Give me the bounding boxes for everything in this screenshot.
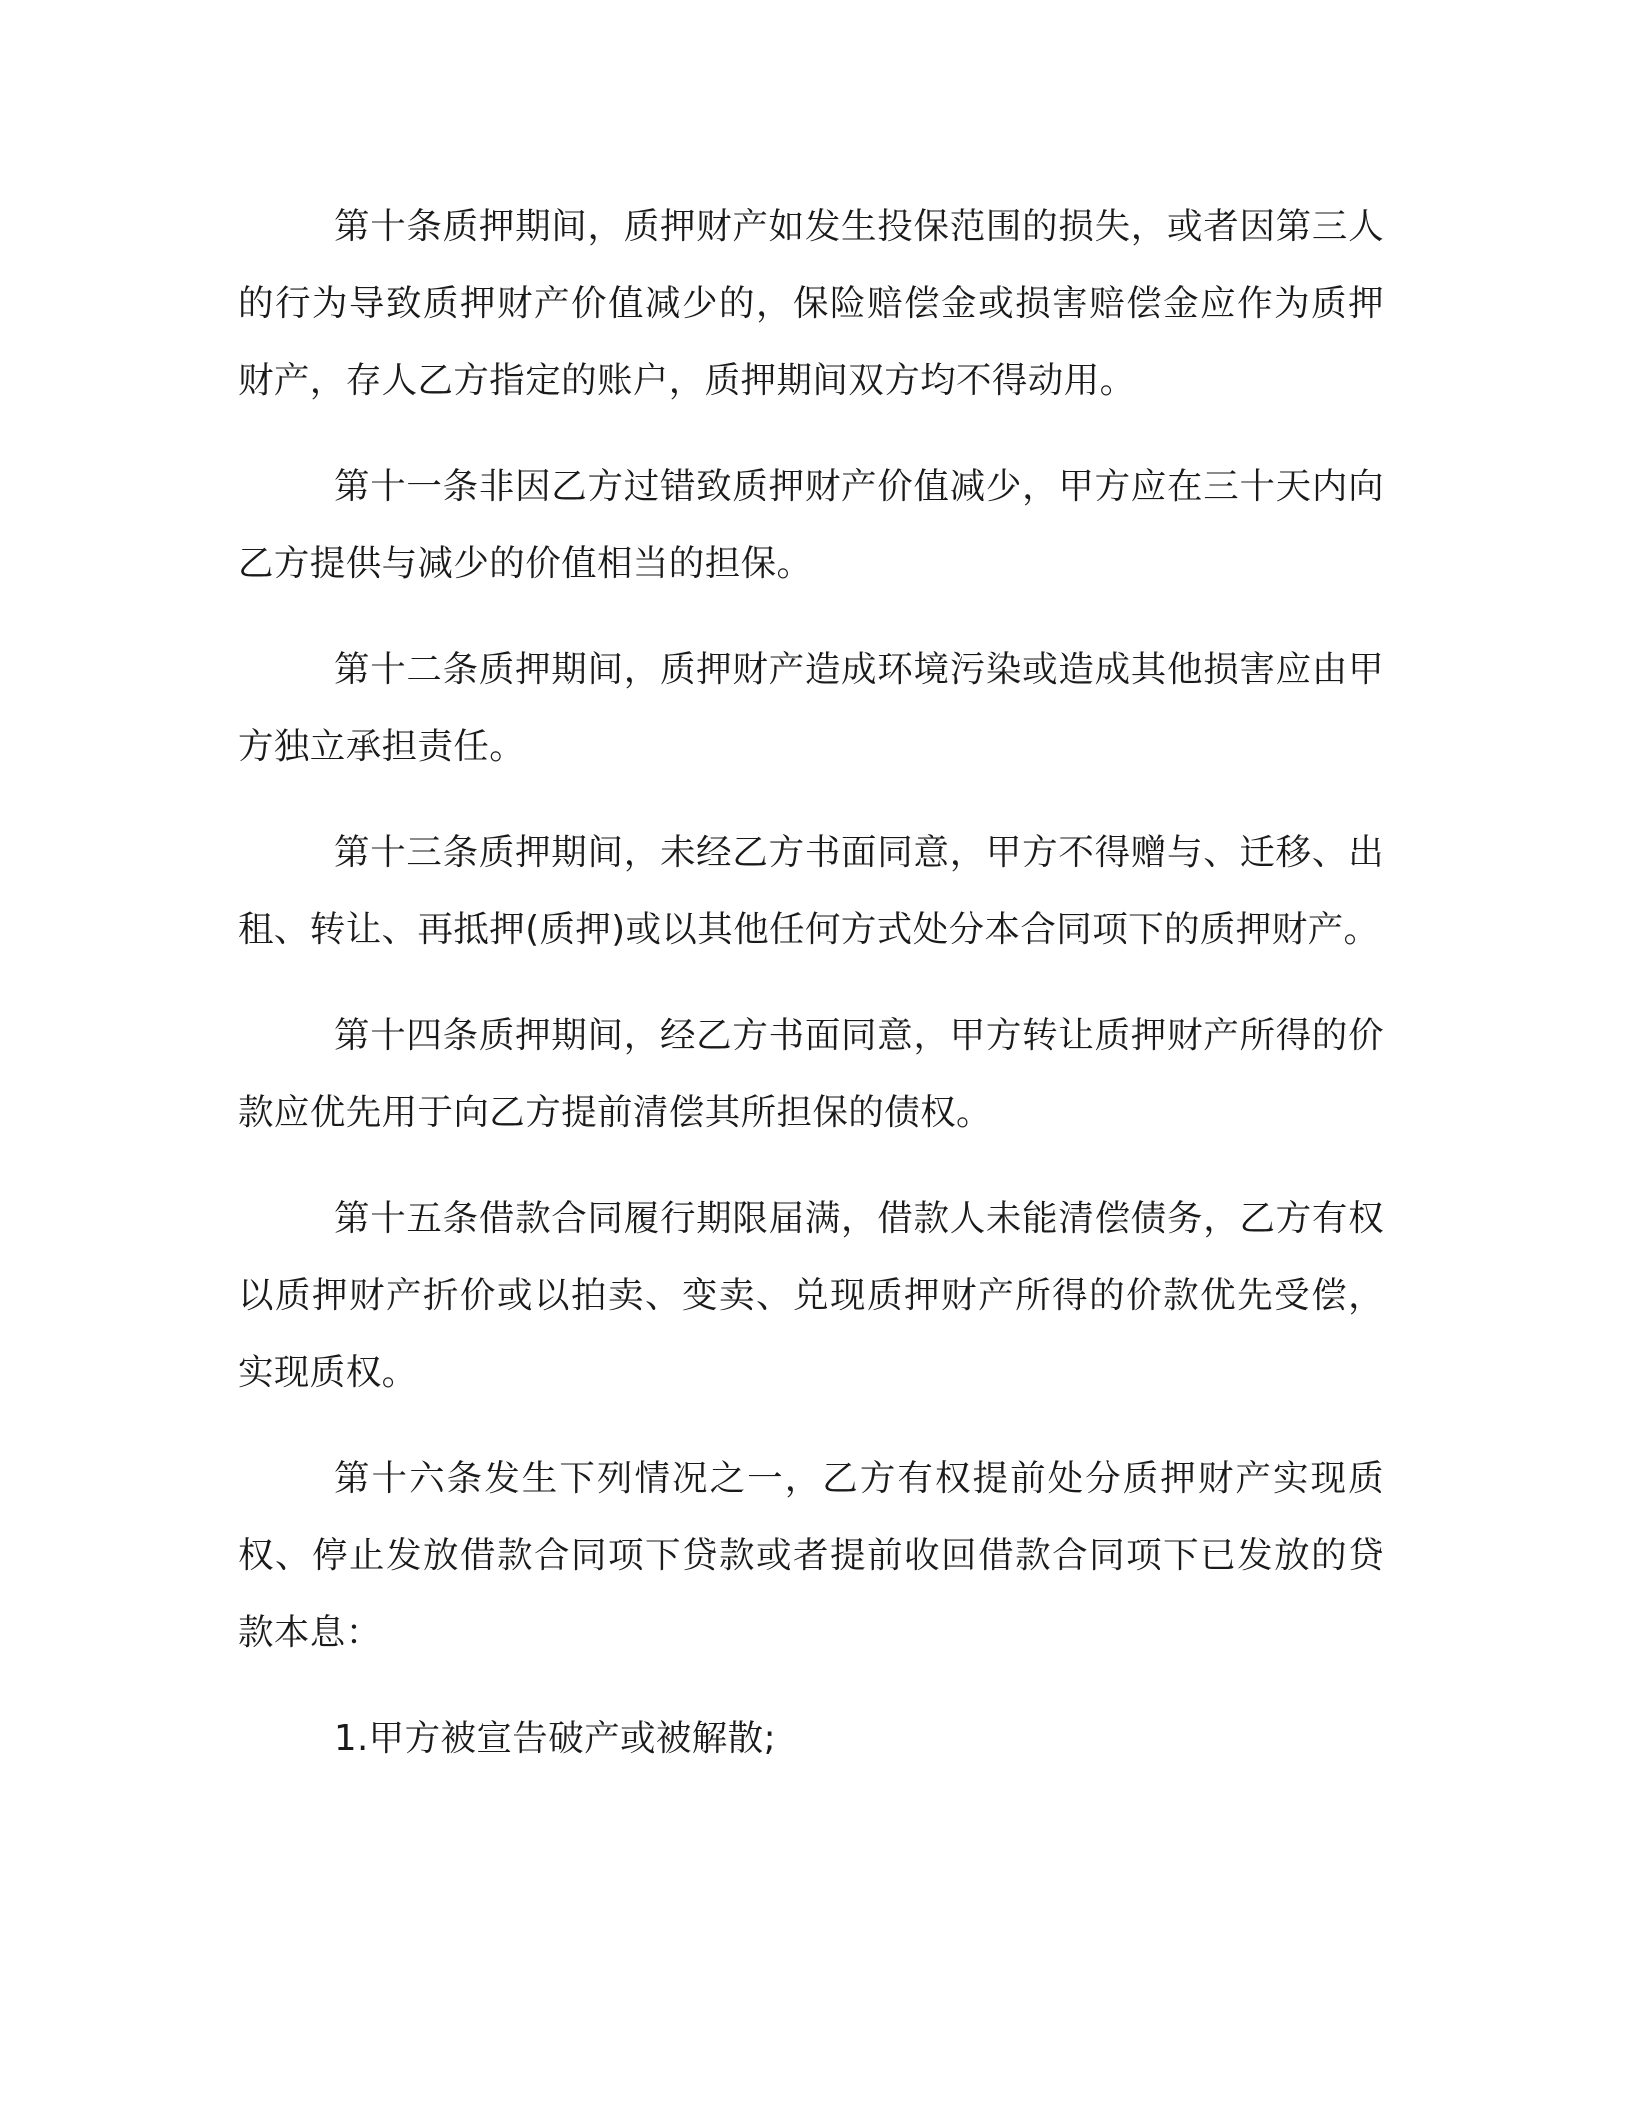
article-16-paragraph: 第十六条发生下列情况之一，乙方有权提前处分质押财产实现质权、停止发放借款合同项下贷款或者提前收回借款合同项下已发放的贷款本息： <box>238 1458 1384 1653</box>
article-13-paragraph: 第十三条质押期间，未经乙方书面同意，甲方不得赠与、迁移、出租、转让、再抵押(质押)或以其他任何方式处分本合同项下的质押财产。 <box>238 832 1384 950</box>
article-16-item-1: 1.甲方被宣告破产或被解散; <box>334 1718 776 1759</box>
article-12-paragraph: 第十二条质押期间，质押财产造成环境污染或造成其他损害应由甲方独立承担责任。 <box>238 649 1384 767</box>
document-page <box>238 188 1384 1777</box>
article-11-paragraph: 第十一条非因乙方过错致质押财产价值减少，甲方应在三十天内向乙方提供与减少的价值相当的担保。 <box>238 466 1384 584</box>
article-10-paragraph: 第十条质押期间，质押财产如发生投保范围的损失，或者因第三人的行为导致质押财产价值减少的，保险赔偿金或损害赔偿金应作为质押财产，存人乙方指定的账户，质押期间双方均不得动用。 <box>238 206 1384 401</box>
article-15-paragraph: 第十五条借款合同履行期限届满，借款人未能清偿债务，乙方有权以质押财产折价或以拍卖、变卖、兑现质押财产所得的价款优先受偿，实现质权。 <box>238 1198 1384 1393</box>
article-14-paragraph: 第十四条质押期间，经乙方书面同意，甲方转让质押财产所得的价款应优先用于向乙方提前清偿其所担保的债权。 <box>238 1015 1384 1133</box>
